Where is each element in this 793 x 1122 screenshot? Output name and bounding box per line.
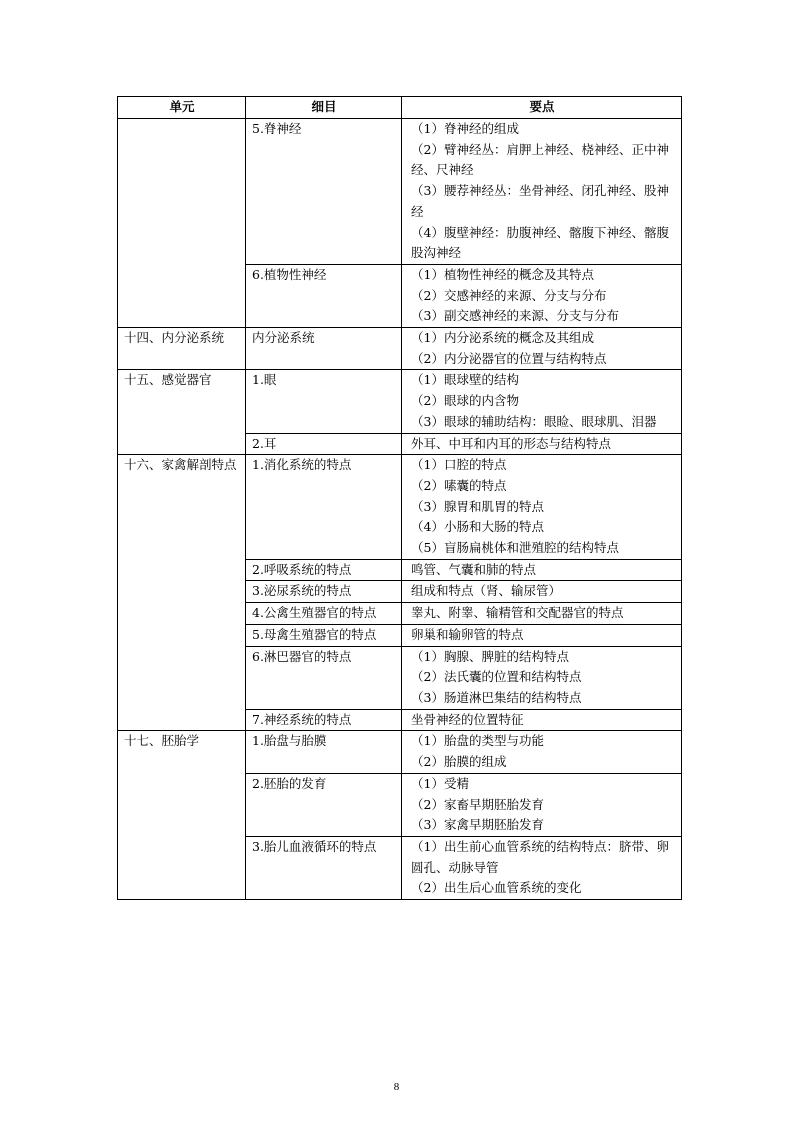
points-cell bbox=[402, 370, 682, 433]
item-cell: 6.植物性神经 bbox=[246, 264, 402, 327]
point-line: （2）法氏囊的位置和结构特点 bbox=[411, 669, 582, 685]
point-line: 组成和特点（肾、输尿管） bbox=[411, 583, 562, 599]
point-line: （3）腺胃和肌胃的特点 bbox=[411, 498, 544, 514]
item-cell: 1.消化系统的特点 bbox=[246, 455, 402, 560]
unit-cell: 十五、感觉器官 bbox=[118, 370, 246, 455]
header-item: 细目 bbox=[246, 97, 402, 119]
unit-cell: 十六、家禽解剖特点 bbox=[118, 455, 246, 731]
item-cell: 2.耳 bbox=[246, 433, 402, 455]
point-line: 外耳、中耳和内耳的形态与结构特点 bbox=[411, 435, 612, 451]
point-line: （2）眼球的内含物 bbox=[411, 393, 519, 409]
item-cell: 3.胎儿血液循环的特点 bbox=[246, 836, 402, 899]
table-row bbox=[118, 119, 682, 265]
points-cell bbox=[402, 581, 682, 603]
point-line: （5）盲肠扁桃体和泄殖腔的结构特点 bbox=[411, 540, 619, 556]
point-line: 鸣管、气囊和肺的特点 bbox=[411, 561, 537, 577]
point-line: （1）出生前心血管系统的结构特点：脐带、卵圆孔、动脉导管 bbox=[411, 838, 669, 875]
unit-cell bbox=[118, 119, 246, 328]
points-cell bbox=[402, 119, 682, 265]
point-line: （2）交感神经的来源、分支与分布 bbox=[411, 287, 607, 303]
table-header-row bbox=[118, 97, 682, 119]
point-line: （3）家禽早期胚胎发育 bbox=[411, 817, 544, 833]
point-line: （3）肠道淋巴集结的结构特点 bbox=[411, 689, 582, 705]
point-line: （1）口腔的特点 bbox=[411, 457, 507, 473]
point-line: （1）脊神经的组成 bbox=[411, 121, 519, 136]
item-cell: 5.母禽生殖器官的特点 bbox=[246, 624, 402, 646]
point-line: 卵巢和输卵管的特点 bbox=[411, 626, 524, 642]
page-number: 8 bbox=[393, 1081, 400, 1093]
table-row bbox=[118, 731, 682, 773]
points-cell bbox=[402, 559, 682, 581]
point-line: （1）植物性神经的概念及其特点 bbox=[411, 266, 594, 282]
points-cell bbox=[402, 624, 682, 646]
point-line: （1）眼球壁的结构 bbox=[411, 372, 519, 388]
table-row bbox=[118, 370, 682, 433]
point-line: （1）内分泌系统的概念及其组成 bbox=[411, 330, 594, 346]
item-cell: 7.神经系统的特点 bbox=[246, 709, 402, 731]
item-cell: 1.胎盘与胎膜 bbox=[246, 731, 402, 773]
points-cell bbox=[402, 455, 682, 560]
syllabus-table bbox=[117, 96, 682, 900]
points-cell bbox=[402, 836, 682, 899]
points-cell bbox=[402, 773, 682, 836]
item-cell: 4.公禽生殖器官的特点 bbox=[246, 603, 402, 625]
item-cell: 内分泌系统 bbox=[246, 328, 402, 370]
point-line: 睾丸、附睾、输精管和交配器官的特点 bbox=[411, 605, 624, 621]
points-cell bbox=[402, 731, 682, 773]
table-body bbox=[118, 119, 682, 900]
point-line: （2）胎膜的组成 bbox=[411, 754, 507, 770]
unit-cell: 十七、胚胎学 bbox=[118, 731, 246, 900]
point-line: （2）家畜早期胚胎发育 bbox=[411, 796, 544, 812]
point-line: （3）副交感神经的来源、分支与分布 bbox=[411, 308, 619, 324]
point-line: （2）内分泌器官的位置与结构特点 bbox=[411, 350, 607, 366]
points-cell bbox=[402, 328, 682, 370]
table-row bbox=[118, 455, 682, 560]
points-cell bbox=[402, 603, 682, 625]
table-row bbox=[118, 328, 682, 370]
header-unit: 单元 bbox=[118, 97, 246, 119]
point-line: （1）胎盘的类型与功能 bbox=[411, 733, 544, 749]
point-line: （1）胸腺、脾脏的结构特点 bbox=[411, 648, 569, 664]
point-line: （2）嗉囊的特点 bbox=[411, 477, 507, 493]
item-cell: 5.脊神经 bbox=[246, 119, 402, 265]
point-line: （3）腰荐神经丛：坐骨神经、闭孔神经、股神经 bbox=[411, 183, 669, 219]
item-cell: 2.胚胎的发育 bbox=[246, 773, 402, 836]
points-cell bbox=[402, 433, 682, 455]
points-cell bbox=[402, 709, 682, 731]
header-points: 要点 bbox=[402, 97, 682, 119]
point-line: （2）臂神经丛：肩胛上神经、桡神经、正中神经、尺神经 bbox=[411, 141, 669, 178]
point-line: （4）腹壁神经：肋腹神经、髂腹下神经、髂腹股沟神经 bbox=[411, 224, 669, 261]
unit-cell: 十四、内分泌系统 bbox=[118, 328, 246, 370]
point-line: 坐骨神经的位置特征 bbox=[411, 711, 524, 727]
point-line: （2）出生后心血管系统的变化 bbox=[411, 880, 582, 896]
point-line: （4）小肠和大肠的特点 bbox=[411, 519, 544, 535]
item-cell: 3.泌尿系统的特点 bbox=[246, 581, 402, 603]
item-cell: 1.眼 bbox=[246, 370, 402, 433]
item-cell: 2.呼吸系统的特点 bbox=[246, 559, 402, 581]
point-line: （3）眼球的辅助结构：眼睑、眼球肌、泪器 bbox=[411, 413, 657, 429]
points-cell bbox=[402, 264, 682, 327]
points-cell bbox=[402, 646, 682, 709]
item-cell: 6.淋巴器官的特点 bbox=[246, 646, 402, 709]
point-line: （1）受精 bbox=[411, 775, 469, 791]
